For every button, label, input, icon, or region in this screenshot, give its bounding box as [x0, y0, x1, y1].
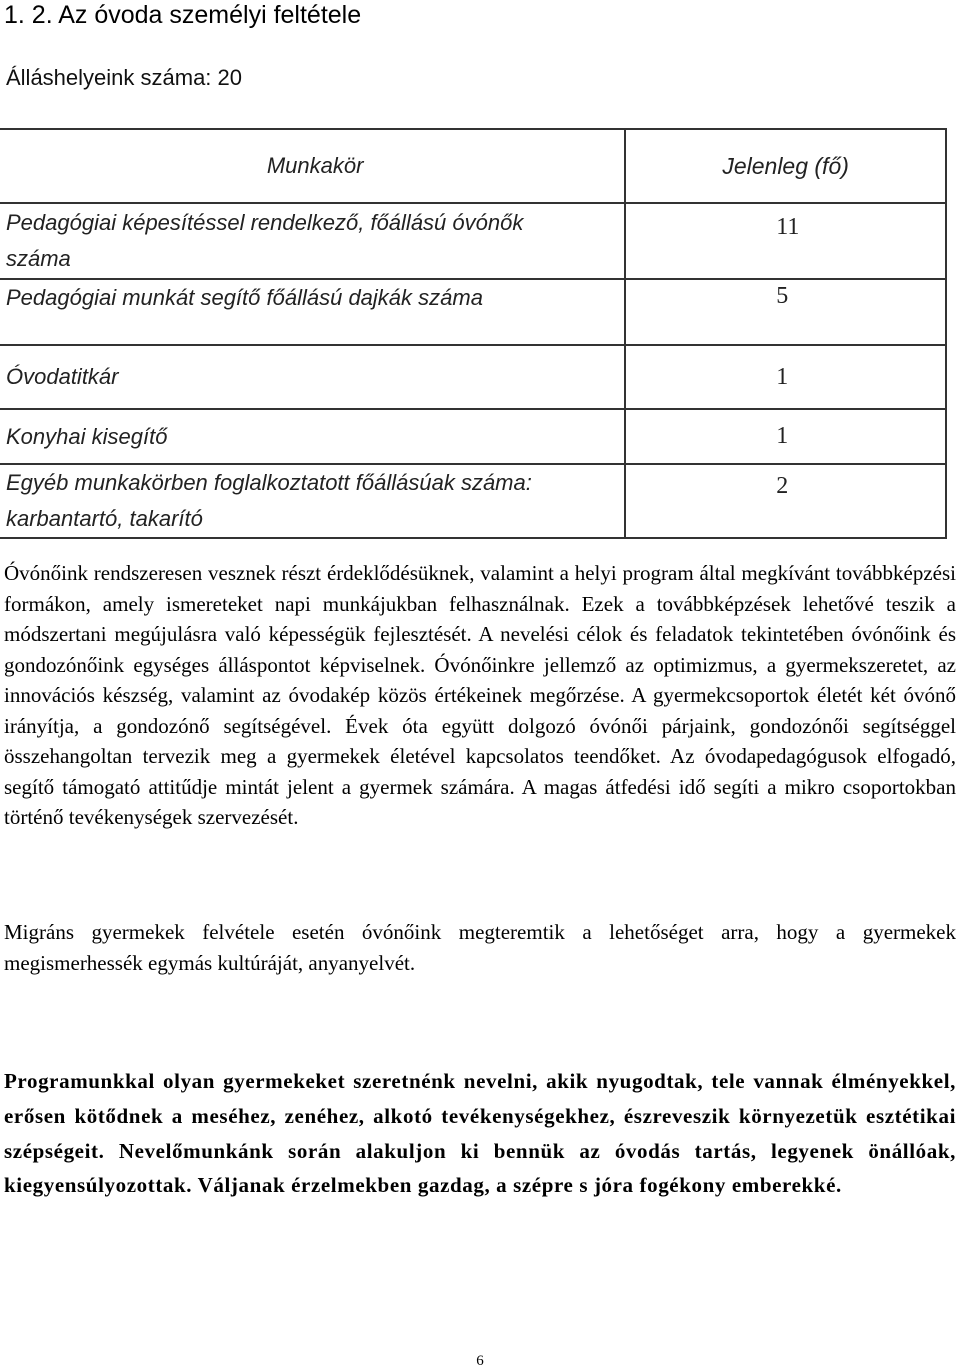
table-row [0, 203, 946, 279]
page-number: 6 [476, 1353, 484, 1369]
table-row [0, 345, 946, 409]
staff-table [0, 128, 947, 539]
count-cell: 1 [625, 345, 946, 409]
count-cell: 2 [625, 464, 946, 538]
paragraph-training: Óvónőink rendszeresen vesznek részt érdeklődésüknek, valamint a helyi program által megkívánt továbbképzési formákon, amely ismereteket napi munkájukban felhasználnak. Ezek a továbbképzések lehetővé teszik a módszertani megújulásra való képességük fejlesztését. A nevelési célok és feladatok tekintetében óvónőink és gondozónőink egységes álláspontot képviselnek. Óvónőinkre jellemző az optimizmus, a gyermekszeretet, az innovációs készség, valamint az óvodakép közös értékeinek megőrzése. A gyermekcsoportok életét két óvónő irányítja, a gondozónő segítségével. Évek óta együtt dolgozó óvónői párjaink, gondozónői segítséggel összehangoltan tervezik meg a gyermekek életével kapcsolatos teendőket. Az óvodapedagógusok elfogadó, segítő támogató attitűdje mintát jelent a gyermek számára. A magas átfedési idő segíti a mikro csoportokban történő tevékenységek szervezését. [4, 561, 956, 829]
role-cell: Konyhai kisegítő [0, 409, 625, 464]
paragraph-migrant: Migráns gyermekek felvétele esetén óvónőink megteremtik a lehetőséget arra, hogy a gyermekek megismerhessék egymás kultúráját, anyanyelvét. [4, 920, 956, 975]
header-current: Jelenleg (fő) [625, 129, 946, 203]
count-cell: 5 [625, 279, 946, 345]
table-row [0, 464, 946, 538]
count-cell: 11 [625, 203, 946, 279]
table-row [0, 409, 946, 464]
paragraph-program: Programunkkal olyan gyermekeket szeretnénk nevelni, akik nyugodtak, tele vannak élményekkel, erősen kötődnek a meséhez, zenéhez, alkotó tevékenységekhez, észreveszik környezetük esztétikai szépségeit. Nevelőmunkánk során alakuljon ki bennük az óvodás tartás, legyenek önállóak, kiegyensúlyozottak. Váljanak érzelmekben gazdag, a szépre s jóra fogékony emberekké. [4, 1069, 956, 1198]
role-cell: Egyéb munkakörben foglalkoztatott főállásúak száma: karbantartó, takarító [0, 464, 625, 538]
count-cell: 1 [625, 409, 946, 464]
table-header-row [0, 129, 946, 203]
positions-count: Álláshelyeink száma: 20 [6, 65, 243, 90]
role-cell: Pedagógiai munkát segítő főállású dajkák száma [0, 279, 625, 345]
table-row [0, 279, 946, 345]
header-role: Munkakör [0, 129, 625, 203]
role-cell: Pedagógiai képesítéssel rendelkező, főállású óvónők száma [0, 203, 625, 279]
section-heading: 1. 2. Az óvoda személyi feltétele [4, 1, 362, 29]
role-cell: Óvodatitkár [0, 345, 625, 409]
